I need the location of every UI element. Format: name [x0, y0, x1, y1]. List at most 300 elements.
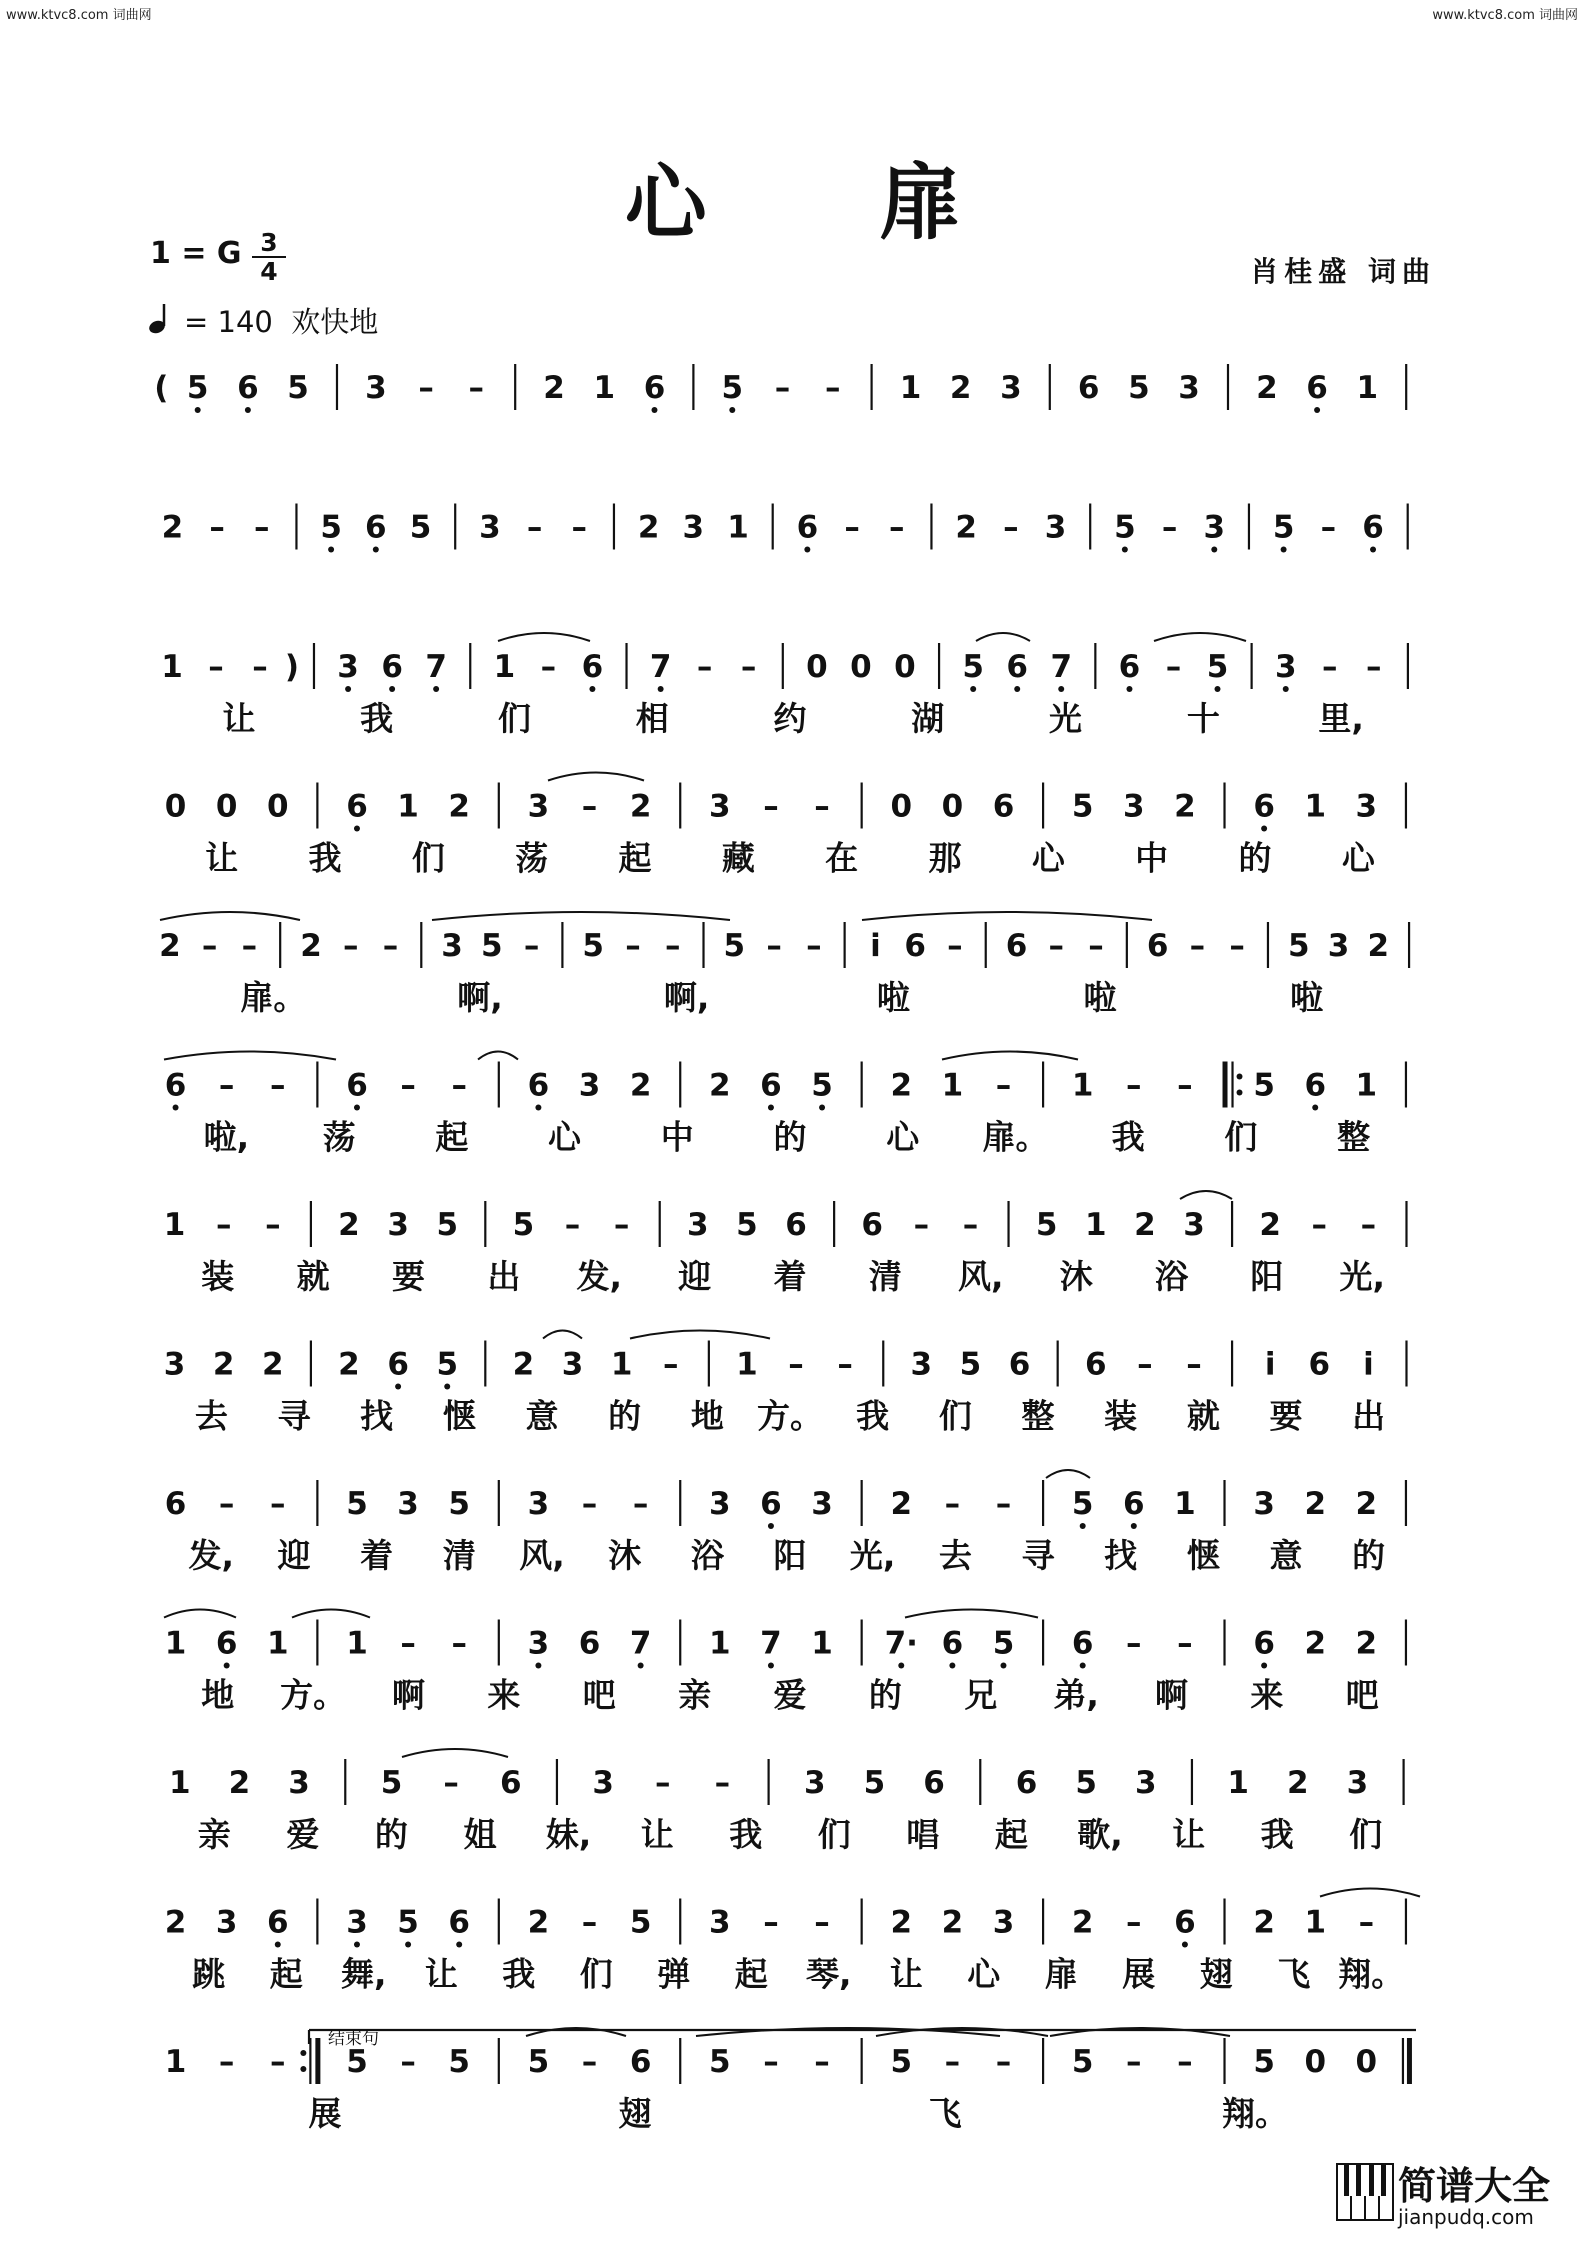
lyric-syllable: 扉 [1044, 1954, 1078, 1994]
lyric-syllable: 妹, [545, 1815, 592, 1854]
note: 2 [941, 1904, 964, 1941]
note-dash: – [400, 2044, 416, 2080]
low-octave-dot [1281, 547, 1287, 553]
lyric-syllable: 要 [1269, 1396, 1303, 1436]
note: 0 [1355, 2044, 1378, 2080]
note: 6 [365, 509, 387, 546]
note: 1 [593, 370, 616, 406]
note-dash: – [451, 1067, 467, 1104]
lyric-syllable: 方。 [757, 1396, 823, 1436]
lyric-syllable: 我 [1260, 1815, 1294, 1854]
lyric-syllable: 吧 [582, 1675, 616, 1715]
lyric-syllable: 弟, [1053, 1675, 1099, 1715]
note-dash: – [1126, 1904, 1142, 1941]
note: 3 [163, 1346, 186, 1383]
lyric-syllable: 我 [360, 699, 394, 738]
note: 6 [215, 1625, 238, 1662]
note: ) [284, 649, 300, 685]
note: 3 [1355, 788, 1378, 825]
note: 5 [436, 1207, 459, 1243]
note: 3 [1178, 370, 1200, 406]
lyric-syllable: 的 [1352, 1536, 1386, 1575]
low-octave-dot [245, 407, 251, 413]
note-dash: – [215, 1207, 232, 1243]
note-dash: – [664, 928, 681, 964]
lyric-syllable: 沐 [1059, 1257, 1093, 1296]
note: 6 [578, 1625, 601, 1662]
low-octave-dot [638, 1663, 644, 1669]
note: 5 [992, 1625, 1015, 1662]
note: 2 [1253, 1904, 1275, 1941]
note-dash: – [788, 1346, 804, 1383]
site-logo [1336, 2141, 1576, 2241]
low-octave-dot [456, 1942, 462, 1948]
lyric-syllable: 展 [308, 2094, 342, 2133]
slur-arc [478, 1052, 518, 1060]
note: 2 [1367, 928, 1390, 964]
note: 5 [1075, 1765, 1097, 1801]
note-dash: – [1161, 509, 1178, 546]
note: 5 [320, 509, 342, 546]
lyric-syllable: 沐 [608, 1536, 642, 1575]
note: 5 [1114, 509, 1136, 546]
slur-arc [164, 1610, 236, 1618]
note: 3 [1346, 1765, 1369, 1801]
note: 3 [479, 509, 501, 546]
note: 2 [629, 788, 652, 825]
note-dash: – [995, 1486, 1012, 1522]
note: 6 [1306, 370, 1328, 406]
note: 6 [1123, 1486, 1145, 1522]
repeat-dot [300, 2050, 306, 2056]
lyric-syllable: 们 [1349, 1815, 1383, 1854]
lyric-syllable: 翔。 [1338, 1954, 1405, 1994]
low-octave-dot [389, 686, 395, 692]
low-octave-dot [1080, 1663, 1086, 1669]
note-dash: – [1311, 1207, 1328, 1243]
note-dash: – [254, 509, 270, 546]
note-dash: – [1165, 649, 1182, 685]
lyric-syllable: 歌, [1077, 1815, 1123, 1854]
low-octave-dot [1058, 686, 1064, 692]
lyric-syllable: 我 [502, 1954, 536, 1994]
low-octave-dot [1312, 1105, 1318, 1111]
note: 3 [365, 370, 387, 406]
note: 6 [629, 2044, 652, 2080]
note-dash: – [995, 2044, 1012, 2080]
lyric-syllable: 来 [1250, 1675, 1284, 1715]
lyric-syllable: 迎 [277, 1536, 311, 1575]
lyric-syllable: 意 [525, 1396, 559, 1436]
note-dash: – [1126, 2044, 1142, 2080]
note-dash: – [468, 370, 485, 406]
note: 1 [493, 649, 516, 685]
low-octave-dot [949, 1663, 955, 1669]
lyric-syllable: 让 [424, 1954, 458, 1994]
note: 5 [1071, 2044, 1094, 2080]
time-signature-bottom: 4 [260, 257, 278, 286]
note: 1 [1355, 1067, 1378, 1104]
note-dash: – [1003, 509, 1019, 546]
note-dash: – [944, 1486, 961, 1522]
note: ( [154, 370, 169, 406]
note: 5 [436, 1346, 459, 1383]
note: 5 [629, 1904, 652, 1941]
note: 6 [164, 1486, 187, 1522]
note: 5 [1287, 928, 1310, 964]
note: 6 [643, 370, 666, 406]
lyric-syllable: 阳 [1250, 1257, 1284, 1296]
note: 3 [687, 1207, 709, 1243]
lyric-syllable: 惬 [1186, 1536, 1220, 1575]
note: 0 [890, 788, 913, 825]
note-dash: – [814, 2044, 830, 2080]
note: 6 [1362, 509, 1384, 546]
note: 2 [955, 509, 977, 546]
low-octave-dot [1314, 407, 1320, 413]
note: 2 [637, 509, 660, 546]
note: 3 [682, 509, 705, 546]
note: 2 [228, 1765, 251, 1801]
low-octave-dot [1261, 1663, 1267, 1669]
note: 1 [610, 1346, 633, 1383]
note-dash: – [581, 788, 598, 825]
note: 6 [1071, 1625, 1094, 1662]
note: 3 [1327, 928, 1350, 964]
note-dash: – [581, 1904, 598, 1941]
low-octave-dot [535, 1105, 541, 1111]
note-dash: – [451, 1625, 467, 1662]
lyric-syllable: 湖 [911, 699, 945, 738]
lyric-syllable: 中 [1135, 838, 1169, 878]
note: 5 [962, 649, 984, 685]
lyric-syllable: 荡 [515, 838, 549, 878]
note: 5 [721, 370, 744, 406]
note-dash: – [763, 1904, 779, 1941]
note: 7 [1050, 649, 1073, 685]
note-dash: – [740, 649, 757, 685]
note: 6 [1146, 928, 1169, 964]
lyric-syllable: 弹 [657, 1954, 691, 1994]
note: 2 [527, 1904, 550, 1941]
note: 3 [1123, 788, 1145, 825]
lyric-syllable: 要 [391, 1257, 425, 1296]
slur-arc [905, 1610, 1038, 1618]
low-octave-dot [819, 1105, 825, 1111]
note: 6 [904, 928, 926, 964]
low-octave-dot [173, 1105, 179, 1111]
low-octave-dot [345, 686, 351, 692]
note: 6 [1005, 928, 1028, 964]
note: 1 [163, 1207, 186, 1243]
low-octave-dot [768, 1663, 774, 1669]
note: 6 [923, 1765, 945, 1801]
note: 1 [736, 1346, 758, 1383]
lyric-syllable: 飞 [1277, 1954, 1311, 1994]
note: 6 [1077, 370, 1100, 406]
lyric-syllable: 发, [188, 1536, 235, 1575]
note: 6 [448, 1904, 470, 1941]
note: 3 [578, 1067, 601, 1104]
note: 0 [164, 788, 187, 825]
lyric-syllable: 让 [640, 1815, 674, 1854]
lyric-syllable: 找 [360, 1396, 394, 1436]
note: 6 [1304, 1067, 1327, 1104]
note: 3 [527, 1486, 550, 1522]
lyric-syllable: 浴 [1155, 1257, 1189, 1296]
lyric-syllable: 让 [222, 699, 256, 738]
low-octave-dot [405, 1942, 411, 1948]
note: 5 [863, 1765, 886, 1801]
note: 6 [1006, 649, 1028, 685]
note: 6 [499, 1765, 522, 1801]
slur-arc [862, 912, 1152, 920]
note-dash: – [201, 928, 218, 964]
note-dash: – [774, 370, 791, 406]
note: 6 [527, 1067, 550, 1104]
site-watermark-right: www.ktvc8.com 词曲网 [1432, 8, 1578, 23]
note: 7 [649, 649, 672, 685]
note-dash: – [1360, 1207, 1377, 1243]
note: 5 [582, 928, 604, 964]
low-octave-dot [651, 407, 657, 413]
note-dash: – [218, 1067, 235, 1104]
lyric-syllable: 啊, [457, 978, 503, 1017]
note: 1 [1084, 1207, 1107, 1243]
lyric-syllable: 装 [1104, 1396, 1138, 1436]
note-dash: – [1229, 928, 1245, 964]
lyric-syllable: 就 [1186, 1396, 1220, 1436]
lyric-syllable: 相 [635, 699, 669, 738]
low-octave-dot [224, 1663, 230, 1669]
lyric-syllable: 飞 [928, 2094, 962, 2133]
lyric-syllable: 的 [868, 1675, 902, 1715]
lyric-syllable: 方。 [280, 1675, 347, 1715]
note: 2 [1259, 1207, 1281, 1243]
lyric-syllable: 浴 [690, 1536, 724, 1575]
note: 6 [785, 1207, 807, 1243]
lyric-syllable: 心 [967, 1954, 1001, 1994]
note: i [1264, 1346, 1276, 1383]
note-dash: – [581, 1486, 598, 1522]
note: 2 [1071, 1904, 1094, 1941]
lyric-syllable: 里, [1318, 699, 1364, 738]
lyric-syllable: 着 [360, 1536, 394, 1575]
lyric-syllable: 们 [579, 1954, 613, 1994]
note-dash: – [1358, 1904, 1375, 1941]
note: 2 [1355, 1625, 1378, 1662]
lyric-syllable: 风, [519, 1536, 565, 1575]
lyric-syllable: 阳 [773, 1536, 807, 1575]
lyric-syllable: 风, [957, 1257, 1004, 1296]
note: 6 [1118, 649, 1141, 685]
lyric-syllable: 让 [889, 1954, 923, 1994]
low-octave-dot [970, 686, 976, 692]
note: 6 [346, 1067, 368, 1104]
note-dash: – [342, 928, 359, 964]
slur-arc [976, 633, 1030, 641]
note: 2 [161, 509, 184, 546]
lyric-syllable: 那 [928, 838, 962, 878]
note: 5 [1128, 370, 1150, 406]
note: 2 [543, 370, 565, 406]
lyric-syllable: 光 [1049, 699, 1083, 738]
note-dash: – [209, 509, 225, 546]
note-dash: – [1137, 1346, 1153, 1383]
low-octave-dot [444, 1384, 450, 1390]
lyric-syllable: 的 [773, 1117, 807, 1157]
note: 1 [169, 1765, 191, 1801]
note: 2 [890, 1904, 913, 1941]
note: 0 [215, 788, 238, 825]
lyric-syllable: 起 [734, 1954, 768, 1994]
note-dash: – [400, 1625, 416, 1662]
note-dash: – [526, 509, 543, 546]
low-octave-dot [275, 1942, 281, 1948]
lyric-syllable: 发, [576, 1257, 623, 1296]
note: 2 [159, 928, 181, 964]
lyric-syllable: 们 [497, 699, 531, 738]
note: 3 [804, 1765, 826, 1801]
lyric-syllable: 起 [618, 838, 652, 878]
note-dash: – [270, 1486, 286, 1522]
lyric-syllable: 装 [201, 1257, 235, 1296]
lyric-syllable: 扉。 [240, 978, 307, 1017]
note-dash: – [443, 1765, 459, 1801]
note: 7 [425, 649, 447, 685]
note: 3 [387, 1207, 409, 1243]
note: 6 [1308, 1346, 1331, 1383]
low-octave-dot [768, 1105, 774, 1111]
note: 2 [949, 370, 972, 406]
low-octave-dot [768, 1523, 774, 1529]
note-dash: – [844, 509, 860, 546]
note: 3 [709, 1486, 731, 1522]
note-dash: – [1320, 509, 1337, 546]
note: 3 [910, 1346, 933, 1383]
lyric-syllable: 地 [201, 1675, 235, 1715]
note-dash: – [944, 2044, 961, 2080]
note-dash: – [400, 1067, 416, 1104]
note: 6 [164, 1067, 187, 1104]
repeat-barline-thick [315, 2038, 320, 2084]
lyric-syllable: 唱 [906, 1815, 940, 1854]
note-dash: – [1322, 649, 1338, 685]
note: 3 [1183, 1207, 1205, 1243]
note: 6 [1008, 1346, 1031, 1383]
note: 3 [992, 1904, 1015, 1941]
note: 1 [727, 509, 749, 546]
note: 3 [1134, 1765, 1157, 1801]
lyric-syllable: 起 [994, 1815, 1028, 1854]
note: 6 [1084, 1346, 1107, 1383]
lyric-syllable: 啊 [391, 1675, 425, 1715]
lyric-syllable: 我 [856, 1396, 890, 1436]
note: 1 [164, 2044, 187, 2080]
piano-icon [1336, 2163, 1394, 2221]
lyric-syllable: 的 [608, 1396, 642, 1436]
lyric-syllable: 就 [296, 1257, 330, 1296]
note: 6 [346, 788, 368, 825]
site-watermark-left: www.ktvc8.com 词曲网 [6, 8, 152, 23]
note: 0 [266, 788, 289, 825]
note-dash: – [382, 928, 399, 964]
note: 3 [397, 1486, 419, 1522]
lyric-syllable: 心 [1341, 838, 1375, 878]
lyric-syllable: 心 [1031, 838, 1065, 878]
note: 0 [850, 649, 872, 685]
lyric-syllable: 们 [1224, 1117, 1258, 1157]
note-dash: – [1088, 928, 1104, 964]
low-octave-dot [433, 686, 439, 692]
note-dash: – [824, 370, 841, 406]
low-octave-dot [1370, 547, 1376, 553]
note: 3 [346, 1904, 368, 1941]
lyric-syllable: 清 [868, 1257, 902, 1296]
note: 0 [941, 788, 964, 825]
note-dash: – [218, 2044, 235, 2080]
note-dash: – [814, 1904, 830, 1941]
note: 6 [1253, 1625, 1275, 1662]
note: 5 [397, 1904, 419, 1941]
note-dash: – [1126, 1625, 1142, 1662]
lyric-syllable: 的 [374, 1815, 408, 1854]
note: 2 [1304, 1625, 1327, 1662]
low-octave-dot [589, 686, 595, 692]
final-barline-thick [1407, 2038, 1412, 2084]
note: 7 [760, 1625, 782, 1662]
low-octave-dot [804, 547, 810, 553]
note: 6 [1174, 1904, 1196, 1941]
lyric-syllable: 啊 [1155, 1675, 1189, 1715]
lyric-syllable: 出 [487, 1257, 521, 1296]
slur-arc [402, 1749, 508, 1757]
note: 6 [941, 1625, 964, 1662]
low-octave-dot [354, 1105, 360, 1111]
note: 3 [709, 788, 731, 825]
note: 3 [1253, 1486, 1275, 1522]
note-dash: – [1177, 1067, 1193, 1104]
slur-arc [160, 912, 300, 920]
note: 3 [1274, 649, 1297, 685]
note: 5 [186, 370, 209, 406]
note: 6 [796, 509, 819, 546]
lyric-syllable: 啦 [1083, 978, 1117, 1017]
composer-credit: 肖桂盛 词曲 [1250, 255, 1436, 288]
lyric-syllable: 琴, [805, 1954, 852, 1994]
note: 2 [300, 928, 322, 964]
note: 0 [806, 649, 828, 685]
note: 0 [894, 649, 916, 685]
note: 1 [1174, 1486, 1196, 1522]
lyric-syllable: 们 [411, 838, 445, 878]
note: 5 [1071, 1486, 1094, 1522]
note: 5 [736, 1207, 758, 1243]
note: 2 [1286, 1765, 1309, 1801]
note: 3 [1000, 370, 1022, 406]
lyric-syllable: 寻 [277, 1396, 311, 1436]
lyric-syllable: 翅 [1199, 1954, 1233, 1994]
low-octave-dot [1000, 1663, 1006, 1669]
tempo-marking: = 140 欢快地 [184, 305, 379, 339]
note: 5 [1071, 788, 1094, 825]
low-octave-dot [1215, 686, 1221, 692]
lyric-syllable: 们 [817, 1815, 851, 1854]
note: 3 [337, 649, 359, 685]
note-dash: – [806, 928, 822, 964]
lyric-syllable: 出 [1352, 1396, 1386, 1436]
lyric-syllable: 迎 [678, 1257, 712, 1296]
